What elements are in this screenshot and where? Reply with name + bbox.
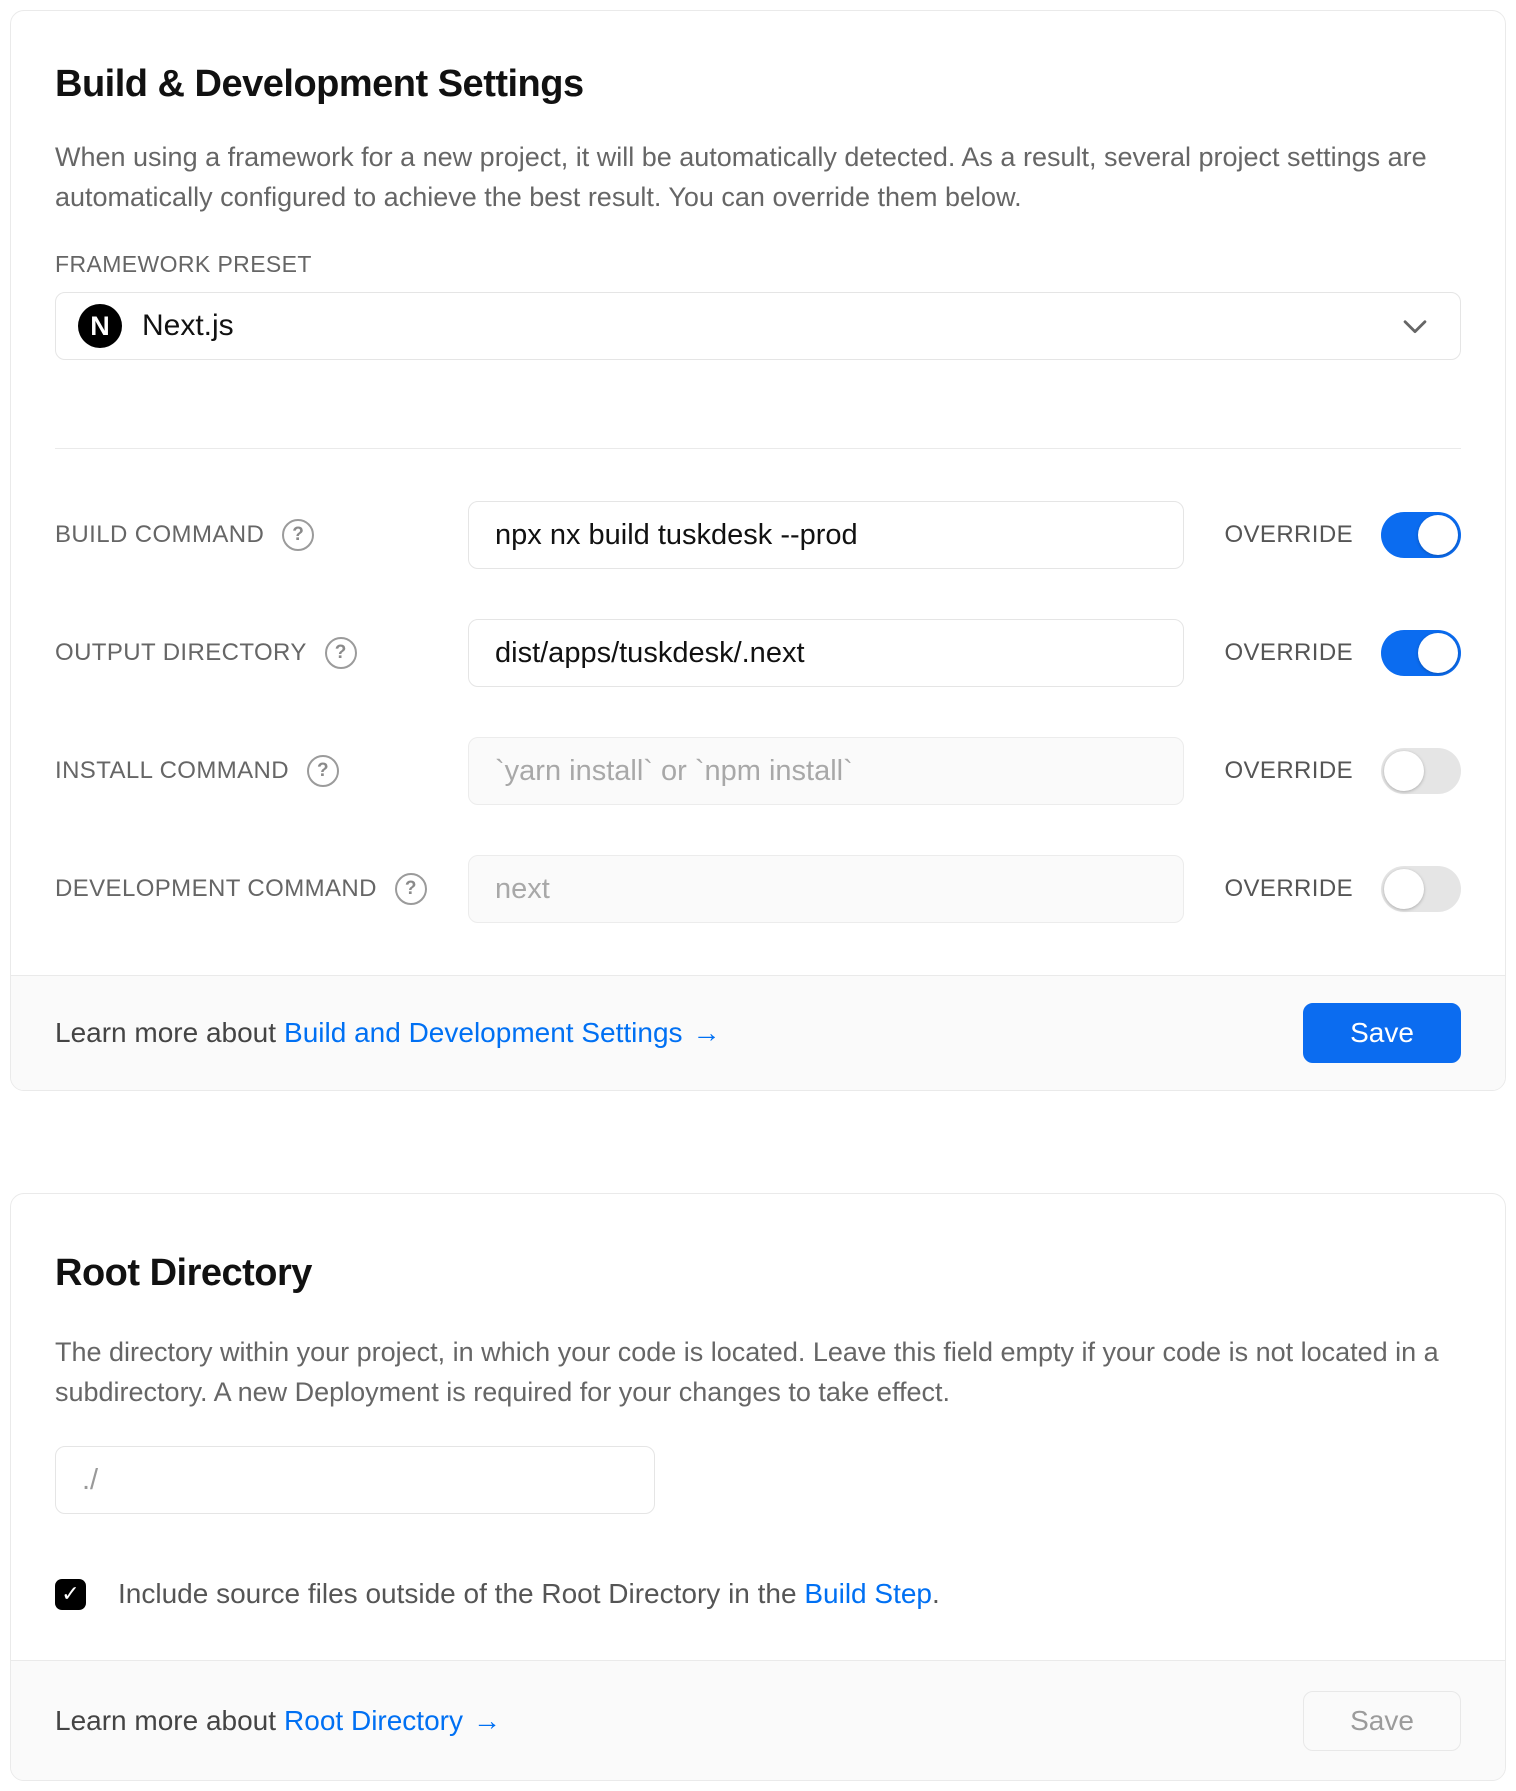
root-directory-docs-link[interactable]: Root Directory — [284, 1704, 463, 1736]
toggle-knob — [1384, 751, 1424, 791]
development-command-label: DEVELOPMENT COMMAND — [55, 875, 377, 902]
install-command-row — [55, 737, 1461, 805]
development-command-override-toggle[interactable] — [1381, 866, 1461, 912]
learn-more-text: Learn more about — [55, 1704, 277, 1736]
include-source-files-row — [55, 1578, 1461, 1610]
framework-preset-label: FRAMEWORK PRESET — [55, 251, 312, 277]
toggle-knob — [1384, 869, 1424, 909]
root-directory-footer — [11, 1660, 1505, 1780]
build-command-row — [55, 501, 1461, 569]
override-label: OVERRIDE — [1224, 875, 1353, 902]
root-directory-card — [10, 1193, 1506, 1781]
output-directory-row — [55, 619, 1461, 687]
build-command-input[interactable] — [468, 501, 1184, 569]
build-command-label: BUILD COMMAND — [55, 521, 265, 548]
framework-preset-value: Next.js — [142, 309, 234, 342]
build-settings-card — [10, 10, 1506, 1091]
help-icon[interactable]: ? — [282, 519, 314, 551]
help-icon[interactable]: ? — [307, 755, 339, 787]
output-directory-label: OUTPUT DIRECTORY — [55, 639, 307, 666]
nextjs-logo-icon: N — [78, 304, 122, 348]
build-step-link[interactable]: Build Step — [804, 1578, 932, 1609]
output-directory-override-toggle[interactable] — [1381, 630, 1461, 676]
framework-preset-select[interactable] — [55, 292, 1461, 360]
toggle-knob — [1418, 515, 1458, 555]
root-directory-save-button[interactable]: Save — [1303, 1691, 1461, 1751]
build-command-override-toggle[interactable] — [1381, 512, 1461, 558]
toggle-knob — [1418, 633, 1458, 673]
build-settings-save-button[interactable]: Save — [1303, 1003, 1461, 1063]
checkbox-label-suffix: . — [932, 1578, 940, 1609]
root-directory-description: The directory within your project, in which your code is located. Leave this field empty if your code is not located in a subdirectory. A new Deployment is required for your changes to take effect. — [55, 1337, 1439, 1407]
override-label: OVERRIDE — [1224, 639, 1353, 666]
development-command-row — [55, 855, 1461, 923]
development-command-input[interactable] — [468, 855, 1184, 923]
checkbox-label-text: Include source files outside of the Root Directory in the — [118, 1578, 797, 1609]
build-settings-title: Build & Development Settings — [55, 63, 584, 105]
build-settings-description: When using a framework for a new project, it will be automatically detected. As a result, several project settings are automatically configured to achieve the best result. You can override them below. — [55, 142, 1427, 212]
chevron-down-icon — [1398, 309, 1432, 343]
include-source-files-checkbox[interactable]: ✓ — [55, 1579, 86, 1610]
arrow-right-icon[interactable]: → — [692, 1017, 721, 1048]
override-label: OVERRIDE — [1224, 757, 1353, 784]
install-command-input[interactable] — [468, 737, 1184, 805]
build-settings-docs-link[interactable]: Build and Development Settings — [284, 1017, 683, 1048]
arrow-right-icon[interactable]: → — [472, 1704, 501, 1736]
build-settings-footer — [11, 975, 1505, 1090]
root-directory-title: Root Directory — [55, 1252, 312, 1294]
section-divider — [55, 448, 1461, 449]
install-command-label: INSTALL COMMAND — [55, 757, 290, 784]
learn-more-text: Learn more about — [55, 1017, 277, 1048]
help-icon[interactable]: ? — [325, 637, 357, 669]
override-label: OVERRIDE — [1224, 521, 1353, 548]
install-command-override-toggle[interactable] — [1381, 748, 1461, 794]
output-directory-input[interactable] — [468, 619, 1184, 687]
help-icon[interactable]: ? — [395, 873, 427, 905]
root-directory-input[interactable] — [55, 1446, 655, 1514]
